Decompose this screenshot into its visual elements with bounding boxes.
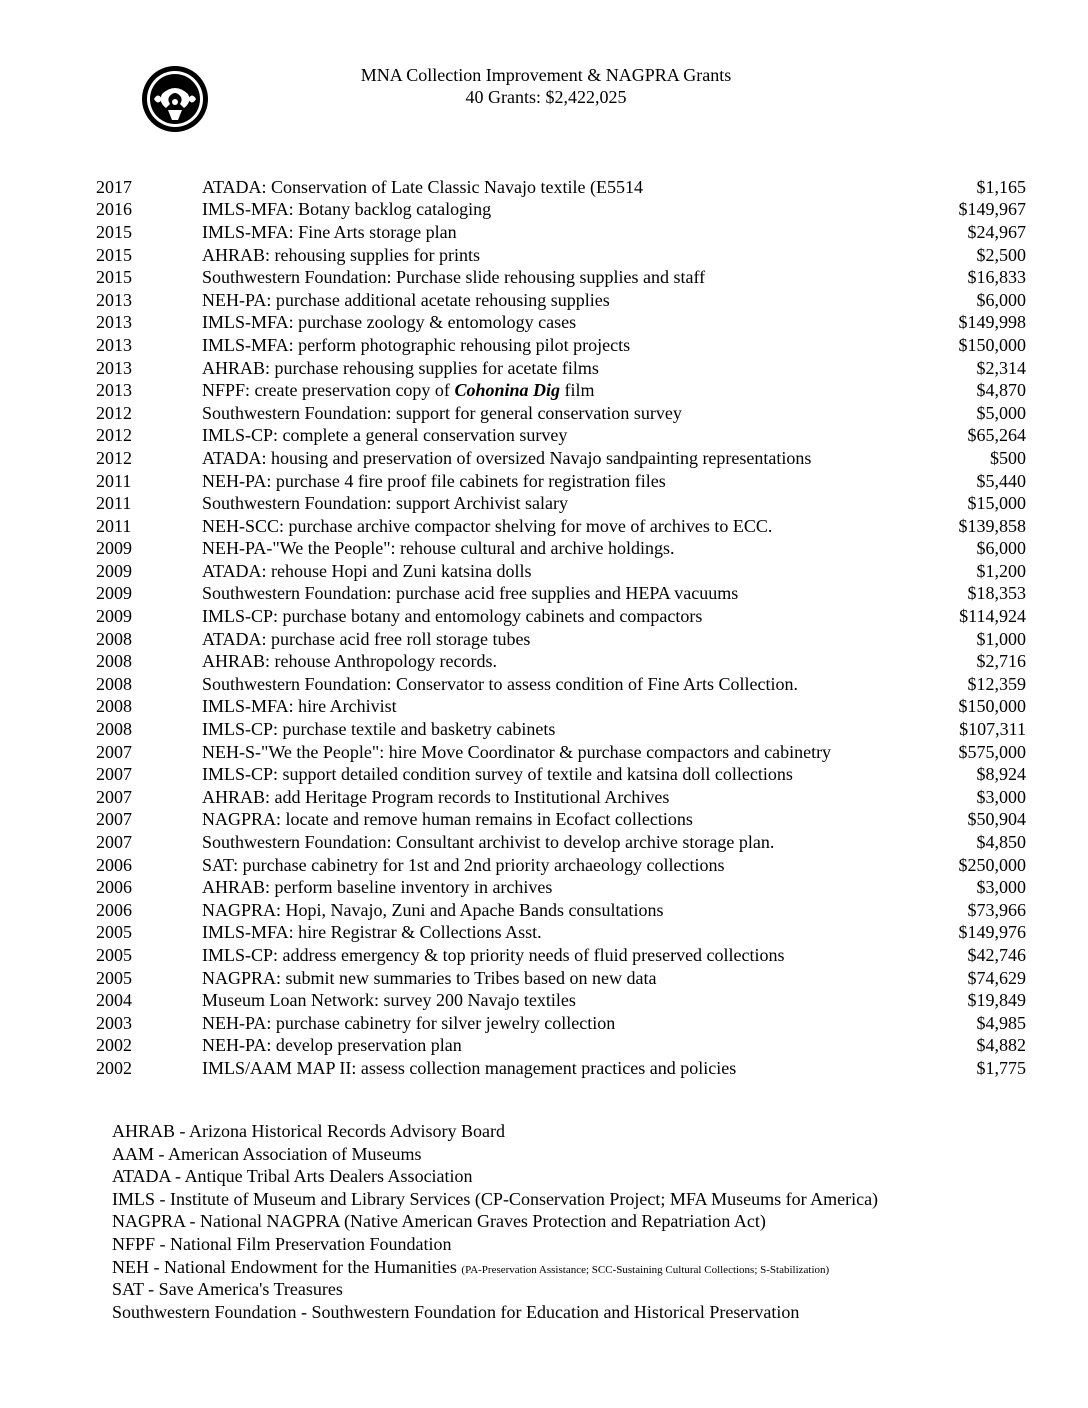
grant-description: Southwestern Foundation: support for general conservation survey bbox=[202, 402, 682, 423]
grant-amount: $5,440 bbox=[976, 470, 1026, 491]
legend-note: (PA-Preservation Assistance; SCC-Sustaining Cultural Collections; S-Stabilization) bbox=[461, 1263, 830, 1276]
grant-year: 2008 bbox=[96, 628, 132, 649]
grant-row bbox=[96, 221, 1026, 244]
grant-description-text: film bbox=[559, 380, 595, 401]
grant-row bbox=[96, 605, 1026, 628]
grant-row bbox=[96, 402, 1026, 425]
grant-amount: $150,000 bbox=[958, 334, 1026, 355]
grant-amount: $114,924 bbox=[959, 606, 1026, 627]
grant-year: 2009 bbox=[96, 538, 132, 559]
grant-row bbox=[96, 989, 1026, 1012]
grant-row bbox=[96, 741, 1026, 764]
grant-year: 2009 bbox=[96, 560, 132, 581]
grant-year: 2007 bbox=[96, 832, 132, 853]
legend-item bbox=[112, 1165, 1072, 1188]
grant-description: AHRAB: add Heritage Program records to Institutional Archives bbox=[202, 786, 670, 807]
grant-year: 2009 bbox=[96, 583, 132, 604]
grant-description: Museum Loan Network: survey 200 Navajo textiles bbox=[202, 990, 576, 1011]
grant-amount: $42,746 bbox=[967, 944, 1026, 965]
legend-text: ATADA - Antique Tribal Arts Dealers Association bbox=[112, 1166, 473, 1187]
grant-year: 2013 bbox=[96, 380, 132, 401]
grant-amount: $2,314 bbox=[976, 357, 1026, 378]
grant-row bbox=[96, 176, 1026, 199]
legend-text: SAT - Save America's Treasures bbox=[112, 1279, 343, 1300]
grant-amount: $2,500 bbox=[976, 244, 1026, 265]
grant-description: NEH-PA-"We the People": rehouse cultural and archive holdings. bbox=[202, 538, 675, 559]
grants-list bbox=[96, 176, 1026, 1080]
grant-description: Southwestern Foundation: support Archivist salary bbox=[202, 493, 568, 514]
grant-row bbox=[96, 967, 1026, 990]
grant-year: 2013 bbox=[96, 289, 132, 310]
grant-amount: $149,998 bbox=[958, 312, 1026, 333]
grant-row bbox=[96, 425, 1026, 448]
grant-amount: $1,165 bbox=[976, 176, 1026, 197]
grant-amount: $4,870 bbox=[976, 380, 1026, 401]
grant-amount: $50,904 bbox=[967, 809, 1026, 830]
page-subtitle: 40 Grants: $2,422,025 bbox=[465, 87, 627, 107]
grant-description: AHRAB: rehouse Anthropology records. bbox=[202, 651, 497, 672]
grant-description: NAGPRA: locate and remove human remains in Ecofact collections bbox=[202, 809, 693, 830]
grant-description: IMLS-MFA: hire Registrar & Collections Asst. bbox=[202, 922, 542, 943]
grant-amount: $18,353 bbox=[967, 583, 1026, 604]
grant-description: NAGPRA: Hopi, Navajo, Zuni and Apache Bands consultations bbox=[202, 899, 664, 920]
grant-row bbox=[96, 244, 1026, 267]
grant-year: 2002 bbox=[96, 1035, 132, 1056]
grant-year: 2007 bbox=[96, 809, 132, 830]
grant-amount: $19,849 bbox=[967, 990, 1026, 1011]
grant-row bbox=[96, 447, 1026, 470]
grant-year: 2005 bbox=[96, 922, 132, 943]
grant-row bbox=[96, 1057, 1026, 1080]
grant-row bbox=[96, 876, 1026, 899]
grant-year: 2002 bbox=[96, 1057, 132, 1078]
grant-amount: $500 bbox=[990, 447, 1026, 468]
grant-year: 2017 bbox=[96, 176, 132, 197]
grant-row bbox=[96, 899, 1026, 922]
grant-row bbox=[96, 312, 1026, 335]
acronym-legend bbox=[112, 1120, 1072, 1323]
legend-text: NEH - National Endowment for the Humanities bbox=[112, 1256, 462, 1277]
grant-year: 2007 bbox=[96, 741, 132, 762]
grant-year: 2005 bbox=[96, 944, 132, 965]
legend-text: IMLS - Institute of Museum and Library Services (CP-Conservation Project; MFA Museums for America) bbox=[112, 1188, 879, 1209]
grant-description: IMLS-MFA: Botany backlog cataloging bbox=[202, 199, 492, 220]
grant-description: IMLS/AAM MAP II: assess collection management practices and policies bbox=[202, 1057, 737, 1078]
grant-row bbox=[96, 379, 1026, 402]
grant-amount: $4,882 bbox=[976, 1035, 1026, 1056]
page-title: MNA Collection Improvement & NAGPRA Grants bbox=[360, 65, 732, 85]
grant-amount: $12,359 bbox=[967, 673, 1026, 694]
grant-row bbox=[96, 944, 1026, 967]
grant-description: NEH-SCC: purchase archive compactor shelving for move of archives to ECC. bbox=[202, 515, 773, 536]
grant-description: ATADA: housing and preservation of oversized Navajo sandpainting representations bbox=[202, 447, 812, 468]
grant-description bbox=[202, 380, 866, 401]
grant-year: 2013 bbox=[96, 312, 132, 333]
grant-year: 2012 bbox=[96, 447, 132, 468]
grant-year: 2005 bbox=[96, 967, 132, 988]
grant-year: 2012 bbox=[96, 402, 132, 423]
grant-row bbox=[96, 650, 1026, 673]
grant-description: IMLS-CP: address emergency & top priority needs of fluid preserved collections bbox=[202, 944, 785, 965]
grant-amount: $1,200 bbox=[976, 560, 1026, 581]
grant-row bbox=[96, 334, 1026, 357]
legend-item bbox=[112, 1233, 1072, 1256]
grant-description: IMLS-MFA: hire Archivist bbox=[202, 696, 397, 717]
grant-amount: $73,966 bbox=[967, 899, 1026, 920]
grant-description: SAT: purchase cabinetry for 1st and 2nd priority archaeology collections bbox=[202, 854, 725, 875]
grant-year: 2003 bbox=[96, 1012, 132, 1033]
grant-description: NEH-PA: purchase cabinetry for silver jewelry collection bbox=[202, 1012, 616, 1033]
grant-row bbox=[96, 492, 1026, 515]
grant-amount: $8,924 bbox=[976, 764, 1026, 785]
grant-description: NEH-PA: purchase additional acetate rehousing supplies bbox=[202, 289, 610, 310]
grant-row bbox=[96, 831, 1026, 854]
grant-row bbox=[96, 763, 1026, 786]
grant-description: IMLS-MFA: perform photographic rehousing pilot projects bbox=[202, 334, 631, 355]
grant-year: 2015 bbox=[96, 267, 132, 288]
legend-item bbox=[112, 1278, 1072, 1301]
grant-amount: $139,858 bbox=[958, 515, 1026, 536]
grant-description: IMLS-MFA: purchase zoology & entomology cases bbox=[202, 312, 577, 333]
grant-description: ATADA: purchase acid free roll storage tubes bbox=[202, 628, 531, 649]
grant-amount: $24,967 bbox=[967, 221, 1026, 242]
grant-description: NEH-PA: develop preservation plan bbox=[202, 1035, 462, 1056]
grant-row bbox=[96, 1035, 1026, 1058]
grant-year: 2013 bbox=[96, 357, 132, 378]
grant-year: 2012 bbox=[96, 425, 132, 446]
grant-amount: $107,311 bbox=[959, 719, 1026, 740]
legend-item bbox=[112, 1143, 1072, 1166]
grant-year: 2016 bbox=[96, 199, 132, 220]
grant-row bbox=[96, 289, 1026, 312]
grant-year: 2015 bbox=[96, 221, 132, 242]
grant-year: 2007 bbox=[96, 764, 132, 785]
grant-year: 2011 bbox=[96, 493, 132, 514]
grant-year: 2008 bbox=[96, 673, 132, 694]
legend-text: NFPF - National Film Preservation Foundation bbox=[112, 1233, 452, 1254]
grant-amount: $250,000 bbox=[958, 854, 1026, 875]
grant-year: 2007 bbox=[96, 786, 132, 807]
grant-row bbox=[96, 809, 1026, 832]
grant-year: 2006 bbox=[96, 877, 132, 898]
grant-amount: $4,985 bbox=[976, 1012, 1026, 1033]
grant-description: ATADA: rehouse Hopi and Zuni katsina dolls bbox=[202, 560, 532, 581]
grant-amount: $74,629 bbox=[967, 967, 1026, 988]
grant-year: 2008 bbox=[96, 696, 132, 717]
grant-amount: $1,000 bbox=[976, 628, 1026, 649]
grant-year: 2006 bbox=[96, 854, 132, 875]
grant-row bbox=[96, 718, 1026, 741]
grant-amount: $149,976 bbox=[958, 922, 1026, 943]
grant-row bbox=[96, 854, 1026, 877]
grant-description: Southwestern Foundation: Consultant archivist to develop archive storage plan. bbox=[202, 832, 775, 853]
grant-amount: $150,000 bbox=[958, 696, 1026, 717]
legend-item bbox=[112, 1256, 1072, 1279]
grant-year: 2008 bbox=[96, 719, 132, 740]
legend-item bbox=[112, 1301, 1072, 1324]
grant-row bbox=[96, 538, 1026, 561]
grant-description: Southwestern Foundation: Purchase slide rehousing supplies and staff bbox=[202, 267, 706, 288]
grant-row bbox=[96, 515, 1026, 538]
grant-row bbox=[96, 673, 1026, 696]
grant-row bbox=[96, 583, 1026, 606]
grant-row bbox=[96, 266, 1026, 289]
legend-text: AHRAB - Arizona Historical Records Advisory Board bbox=[112, 1121, 505, 1141]
grant-year: 2015 bbox=[96, 244, 132, 265]
grant-year: 2004 bbox=[96, 990, 132, 1011]
grant-amount: $6,000 bbox=[976, 289, 1026, 310]
grant-row bbox=[96, 922, 1026, 945]
grant-row bbox=[96, 1012, 1026, 1035]
grant-description: NAGPRA: submit new summaries to Tribes based on new data bbox=[202, 967, 657, 988]
film-title: Cohonina Dig bbox=[454, 380, 560, 401]
legend-text: NAGPRA - National NAGPRA (Native American Graves Protection and Repatriation Act) bbox=[112, 1211, 766, 1232]
grant-description: IMLS-CP: purchase botany and entomology cabinets and compactors bbox=[202, 606, 703, 627]
grant-amount: $6,000 bbox=[976, 538, 1026, 559]
legend-item bbox=[112, 1188, 1072, 1211]
grant-amount: $2,716 bbox=[976, 651, 1026, 672]
grant-year: 2006 bbox=[96, 899, 132, 920]
legend-item bbox=[112, 1120, 1072, 1143]
grant-row bbox=[96, 628, 1026, 651]
grant-description: IMLS-MFA: Fine Arts storage plan bbox=[202, 221, 457, 242]
grant-amount: $149,967 bbox=[958, 199, 1026, 220]
grant-year: 2011 bbox=[96, 515, 132, 536]
legend-text: AAM - American Association of Museums bbox=[112, 1143, 422, 1164]
grant-description: Southwestern Foundation: Conservator to assess condition of Fine Arts Collection. bbox=[202, 673, 798, 694]
grant-amount: $15,000 bbox=[967, 493, 1026, 514]
grant-row bbox=[96, 696, 1026, 719]
grant-description: AHRAB: rehousing supplies for prints bbox=[202, 244, 480, 265]
grant-description: AHRAB: perform baseline inventory in archives bbox=[202, 877, 553, 898]
grant-year: 2011 bbox=[96, 470, 132, 491]
grant-row bbox=[96, 786, 1026, 809]
grant-amount: $65,264 bbox=[967, 425, 1026, 446]
grant-description: IMLS-CP: purchase textile and basketry cabinets bbox=[202, 719, 556, 740]
grant-description: IMLS-CP: support detailed condition survey of textile and katsina doll collections bbox=[202, 764, 793, 785]
grant-amount: $16,833 bbox=[967, 267, 1026, 288]
page-header bbox=[0, 64, 1088, 108]
grant-description-text: NFPF: create preservation copy of bbox=[202, 380, 455, 401]
grant-description: Southwestern Foundation: purchase acid free supplies and HEPA vacuums bbox=[202, 583, 739, 604]
grant-description: IMLS-CP: complete a general conservation survey bbox=[202, 425, 568, 446]
grant-year: 2009 bbox=[96, 606, 132, 627]
grant-row bbox=[96, 357, 1026, 380]
grant-amount: $3,000 bbox=[976, 786, 1026, 807]
legend-text: Southwestern Foundation - Southwestern Foundation for Education and Historical Preservation bbox=[112, 1301, 800, 1322]
grant-year: 2008 bbox=[96, 651, 132, 672]
grant-amount: $4,850 bbox=[976, 832, 1026, 853]
grant-year: 2013 bbox=[96, 334, 132, 355]
grant-amount: $1,775 bbox=[976, 1057, 1026, 1078]
grant-row bbox=[96, 560, 1026, 583]
grant-amount: $575,000 bbox=[958, 741, 1026, 762]
grant-row bbox=[96, 470, 1026, 493]
grant-description: NEH-S-"We the People": hire Move Coordinator & purchase compactors and cabinetry bbox=[202, 741, 832, 762]
grant-amount: $3,000 bbox=[976, 877, 1026, 898]
grant-description: AHRAB: purchase rehousing supplies for acetate films bbox=[202, 357, 599, 378]
grant-description: NEH-PA: purchase 4 fire proof file cabinets for registration files bbox=[202, 470, 666, 491]
legend-item bbox=[112, 1210, 1072, 1233]
grant-amount: $5,000 bbox=[976, 402, 1026, 423]
grant-description: ATADA: Conservation of Late Classic Navajo textile (E5514 bbox=[202, 176, 643, 197]
grant-row bbox=[96, 199, 1026, 222]
